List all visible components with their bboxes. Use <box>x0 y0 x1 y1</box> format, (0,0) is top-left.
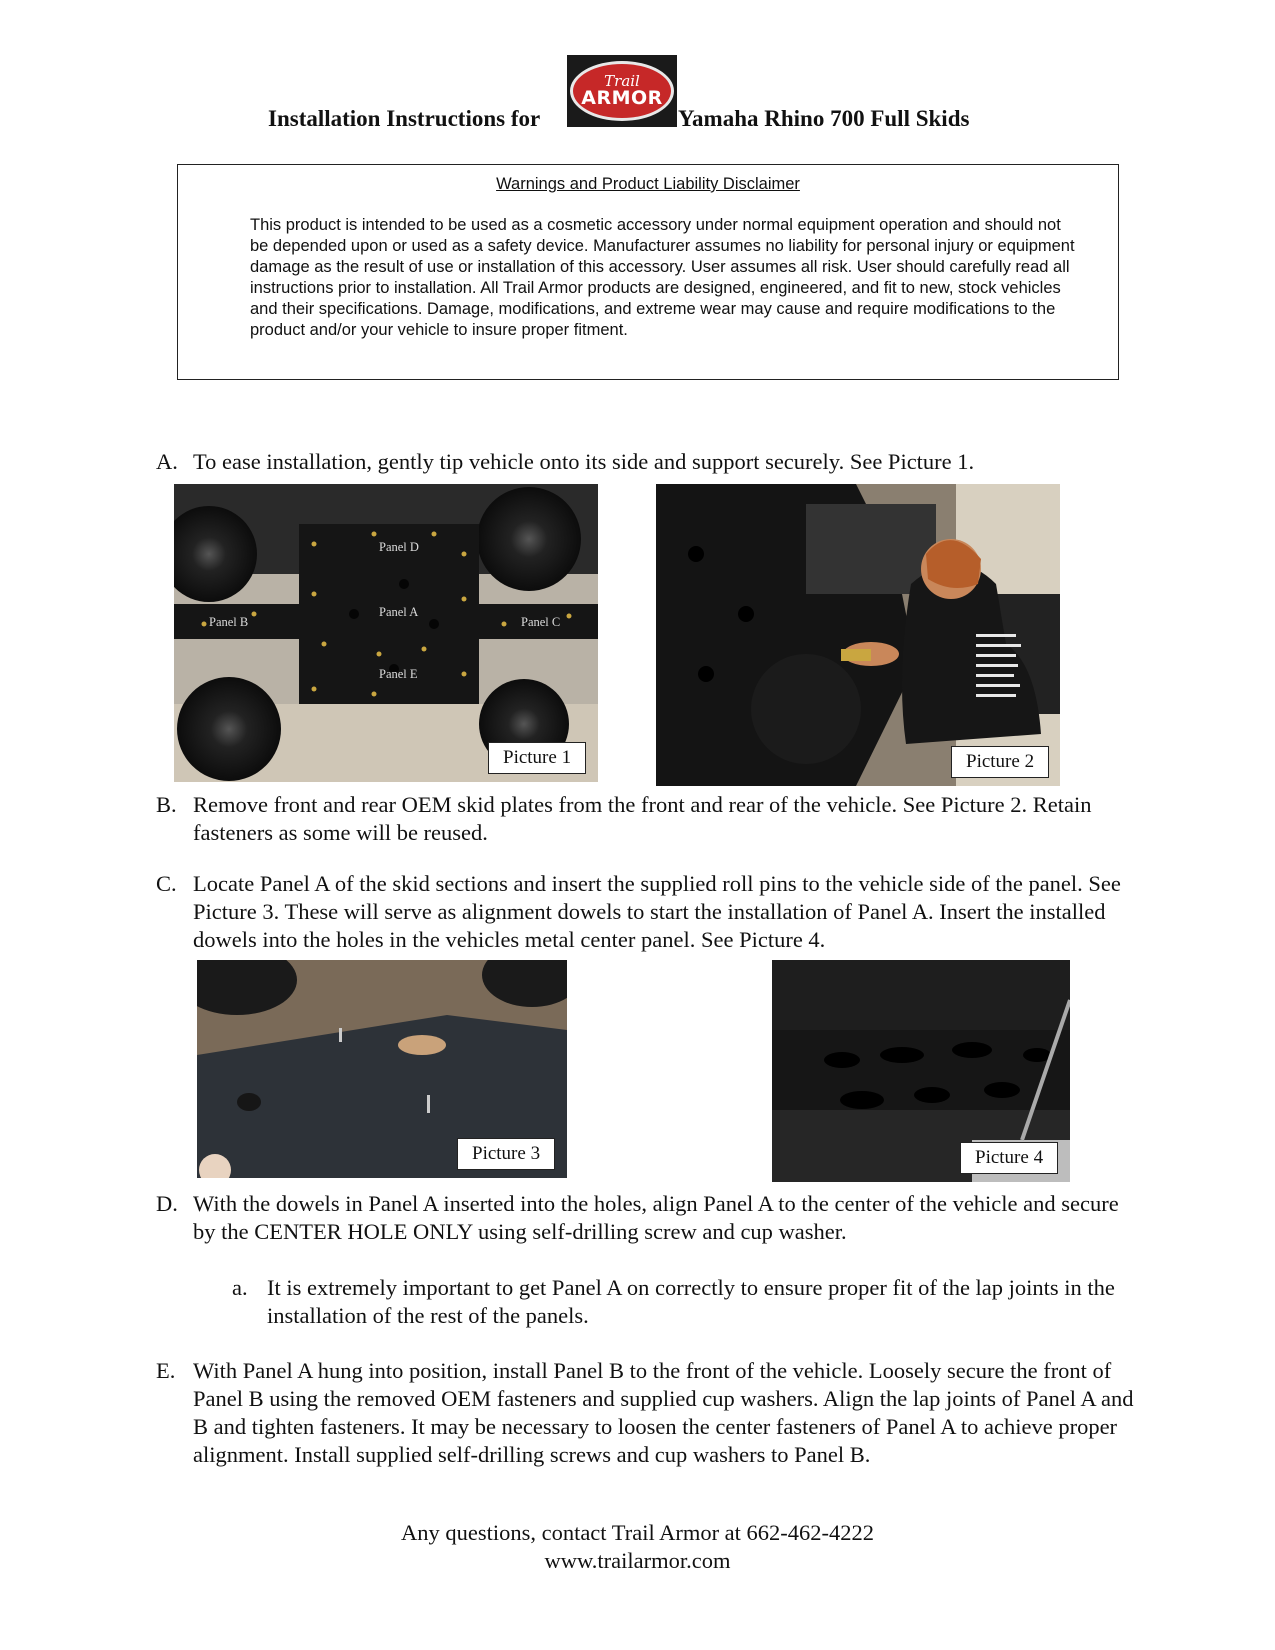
picture-caption: Picture 4 <box>960 1142 1058 1174</box>
step-text: With the dowels in Panel A inserted into the holes, align Panel A to the center of the vehicle and secure by the CENTER HOLE ONLY using self-drilling screw and cup washer. <box>193 1191 1119 1244</box>
sub-label: a. <box>232 1275 248 1300</box>
picture-1-image <box>174 484 598 782</box>
footer-website[interactable]: www.trailarmor.com <box>544 1548 731 1573</box>
step-d-sub-a <box>232 1274 1152 1330</box>
step-b <box>156 791 1146 847</box>
picture-2 <box>656 484 1060 786</box>
logo-line1: Trail <box>604 72 640 90</box>
disclaimer-box <box>177 164 1119 380</box>
step-text: To ease installation, gently tip vehicle onto its side and support securely. See Picture 1. <box>193 449 975 474</box>
sub-text: It is extremely important to get Panel A on correctly to ensure proper fit of the lap joints in the installation of the rest of the panels. <box>267 1275 1115 1328</box>
step-text: Locate Panel A of the skid sections and insert the supplied roll pins to the vehicle side of the panel. See Picture 3. These will serve as alignment dowels to start the installation of Panel A. Insert the installed dowels into the holes in the vehicles metal center panel. See Picture 4. <box>193 871 1121 952</box>
picture-caption: Picture 3 <box>457 1138 555 1170</box>
step-text: With Panel A hung into position, install Panel B to the front of the vehicle. Loosely secure the front of Panel B using the removed OEM fasteners and supplied cup washers. Align the lap joints of Panel A and B and tighten fasteners. It may be necessary to loosen the center fasteners of Panel A to achieve proper alignment. Install supplied self-drilling screws and cup washers to Panel B. <box>193 1358 1134 1467</box>
panel-b-label: Panel B <box>209 615 249 629</box>
disclaimer-body: This product is intended to be used as a cosmetic accessory under normal equipment operation and should not be depended upon or used as a safety device. Manufacturer assumes no liability for personal injury or equipment damage as the result of use or installation of this accessory. User assumes all risk. User should carefully read all instructions prior to installation. All Trail Armor products are designed, engineered, and fit to new, stock vehicles and their specifications. Damage, modifications, and extreme wear may cause and require modifications to the product and/or your vehicle to insure proper fitment. <box>250 216 1075 339</box>
picture-caption: Picture 2 <box>951 746 1049 778</box>
page-header <box>0 52 1275 132</box>
trail-armor-logo <box>567 55 677 127</box>
title-prefix: Installation Instructions for <box>268 106 541 131</box>
picture-3 <box>197 960 567 1178</box>
step-label: A. <box>156 449 178 474</box>
step-label: E. <box>156 1358 176 1383</box>
title-suffix: Yamaha Rhino 700 Full Skids <box>678 106 970 131</box>
step-c <box>156 870 1146 954</box>
logo-line2: ARMOR <box>581 87 663 109</box>
picture-1 <box>174 484 598 782</box>
panel-a-label: Panel A <box>379 605 419 619</box>
step-d <box>156 1190 1146 1246</box>
panel-c-label: Panel C <box>521 615 561 629</box>
step-e <box>156 1357 1146 1469</box>
panel-e-label: Panel E <box>379 667 418 681</box>
picture-2-image <box>656 484 1060 786</box>
step-label: D. <box>156 1191 178 1216</box>
step-text: Remove front and rear OEM skid plates from the front and rear of the vehicle. See Picture 2. Retain fasteners as some will be reused. <box>193 792 1092 845</box>
footer-contact: Any questions, contact Trail Armor at 662-462-4222 <box>400 1520 875 1545</box>
panel-d-label: Panel D <box>379 540 419 554</box>
step-label: C. <box>156 871 177 896</box>
disclaimer-title: Warnings and Product Liability Disclaimer <box>496 175 800 193</box>
step-label: B. <box>156 792 177 817</box>
step-a <box>156 448 1146 476</box>
picture-4 <box>772 960 1070 1182</box>
picture-caption: Picture 1 <box>488 742 586 774</box>
